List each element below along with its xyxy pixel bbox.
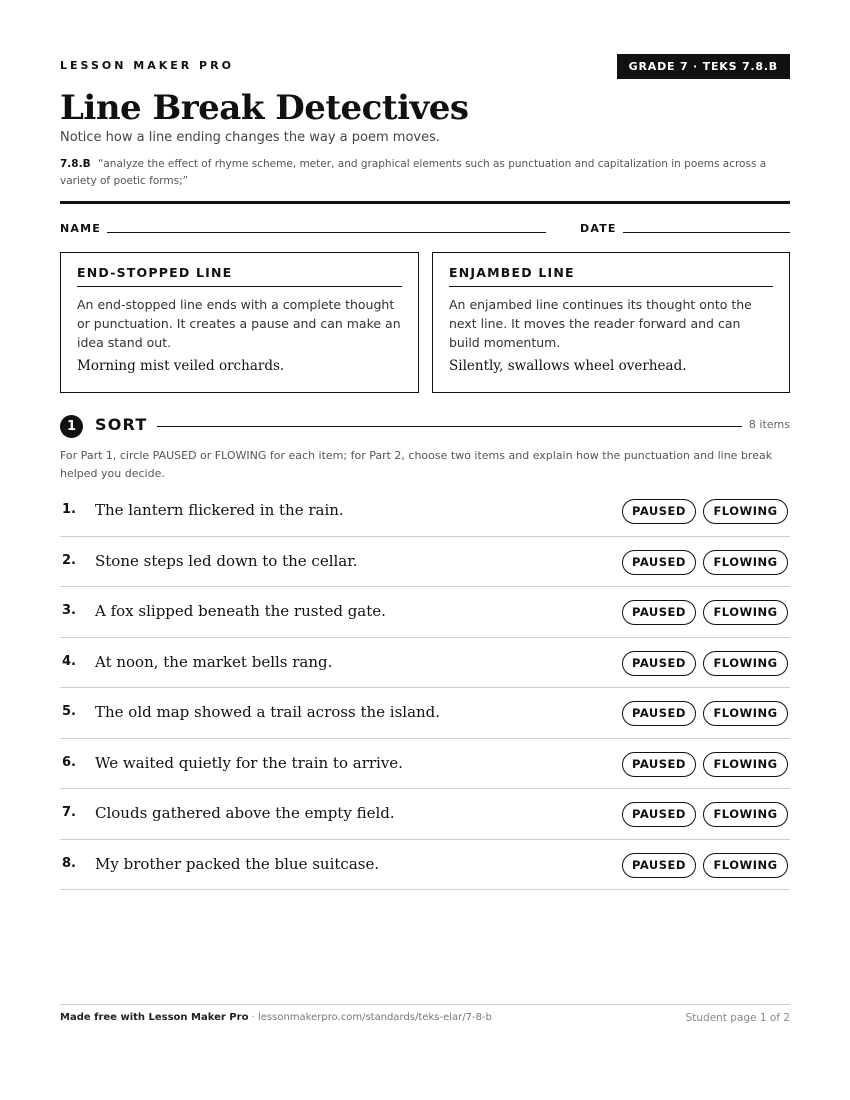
list-item (60, 486, 790, 537)
item-number: 3. (62, 603, 76, 618)
flowing-choice[interactable]: FLOWING (703, 600, 788, 625)
list-item (60, 739, 790, 790)
list-item (60, 789, 790, 840)
item-number: 6. (62, 754, 76, 770)
footer-divider (60, 1004, 790, 1005)
flowing-choice[interactable]: FLOWING (703, 752, 788, 777)
paused-choice[interactable]: PAUSED (622, 752, 696, 777)
brand-name: LESSON MAKER PRO (60, 59, 234, 72)
definition-heading: ENJAMBED LINE (449, 265, 773, 287)
list-item (60, 638, 790, 689)
date-label: DATE (580, 222, 617, 235)
item-text: Clouds gathered above the empty field. (95, 804, 395, 822)
list-item (60, 688, 790, 739)
item-number: 4. (62, 653, 76, 669)
paused-choice[interactable]: PAUSED (622, 550, 696, 575)
item-text: At noon, the market bells rang. (95, 652, 333, 671)
paused-choice[interactable]: PAUSED (622, 499, 696, 524)
item-number: 2. (62, 552, 76, 568)
definition-example: Silently, swallows wheel overhead. (449, 358, 687, 374)
definition-end-stopped (60, 252, 419, 393)
flowing-choice[interactable]: FLOWING (703, 701, 788, 726)
paused-choice[interactable]: PAUSED (622, 651, 696, 676)
paused-choice[interactable]: PAUSED (622, 853, 696, 878)
name-label: NAME (60, 222, 101, 235)
list-item (60, 537, 790, 588)
page-subtitle: Notice how a line ending changes the way a poem moves. (60, 130, 440, 145)
section-divider (157, 426, 742, 427)
flowing-choice[interactable]: FLOWING (703, 802, 788, 827)
flowing-choice[interactable]: FLOWING (703, 550, 788, 575)
item-text: Stone steps led down to the cellar. (95, 551, 358, 570)
list-item (60, 587, 790, 638)
section-number-badge: 1 (60, 415, 83, 438)
section-header (60, 413, 790, 437)
footer-credit (60, 1012, 492, 1023)
grade-badge: GRADE 7 · TEKS 7.8.B (617, 54, 790, 79)
item-number: 8. (62, 855, 76, 871)
definition-enjambed (432, 252, 790, 393)
paused-choice[interactable]: PAUSED (622, 701, 696, 726)
footer-url[interactable]: lessonmakerpro.com/standards/teks-elar/7-8-b (257, 1012, 492, 1023)
footer-separator: · (248, 1012, 258, 1023)
flowing-choice[interactable]: FLOWING (703, 651, 788, 676)
flowing-choice[interactable]: FLOWING (703, 853, 788, 878)
paused-choice[interactable]: PAUSED (622, 802, 696, 827)
item-text: A fox slipped beneath the rusted gate. (95, 602, 386, 620)
page-indicator: Student page 1 of 2 (685, 1012, 790, 1024)
item-number: 5. (62, 704, 76, 719)
flowing-choice[interactable]: FLOWING (703, 499, 788, 524)
header-divider (60, 201, 790, 204)
definition-heading: END-STOPPED LINE (77, 265, 402, 287)
date-field[interactable] (623, 232, 790, 233)
name-field[interactable] (107, 232, 546, 233)
definition-example: Morning mist veiled orchards. (77, 358, 285, 374)
item-text: My brother packed the blue suitcase. (95, 854, 380, 873)
list-item (60, 840, 790, 891)
page-title: Line Break Detectives (60, 88, 469, 128)
item-text: The lantern flickered in the rain. (95, 501, 344, 519)
name-date-row (60, 222, 790, 238)
standard-description (60, 156, 780, 190)
section-title: SORT (95, 415, 148, 434)
definition-text: An end-stopped line ends with a complete thought or punctuation. It creates a pause and can make an idea stand out. (77, 297, 401, 350)
item-number: 7. (62, 805, 76, 820)
standard-text: “analyze the effect of rhyme scheme, meter, and graphical elements such as punctuation and capitalization in poems across a variety of poetic forms;” (60, 158, 767, 187)
instructions: For Part 1, circle PAUSED or FLOWING for each item; for Part 2, choose two items and explain how the punctuation and line break helped you decide. (60, 449, 773, 480)
definition-text: An enjambed line continues its thought onto the next line. It moves the reader forward and can build momentum. (449, 297, 752, 350)
item-count: 8 items (748, 418, 790, 431)
item-text: The old map showed a trail across the island. (95, 703, 441, 721)
paused-choice[interactable]: PAUSED (622, 600, 696, 625)
sort-item-list (60, 486, 790, 890)
standard-code: 7.8.B (60, 158, 91, 170)
footer-made-with: Made free with Lesson Maker Pro (60, 1012, 249, 1023)
item-text: We waited quietly for the train to arrive. (95, 753, 403, 772)
worksheet-page (60, 0, 790, 1100)
item-number: 1. (62, 502, 76, 517)
